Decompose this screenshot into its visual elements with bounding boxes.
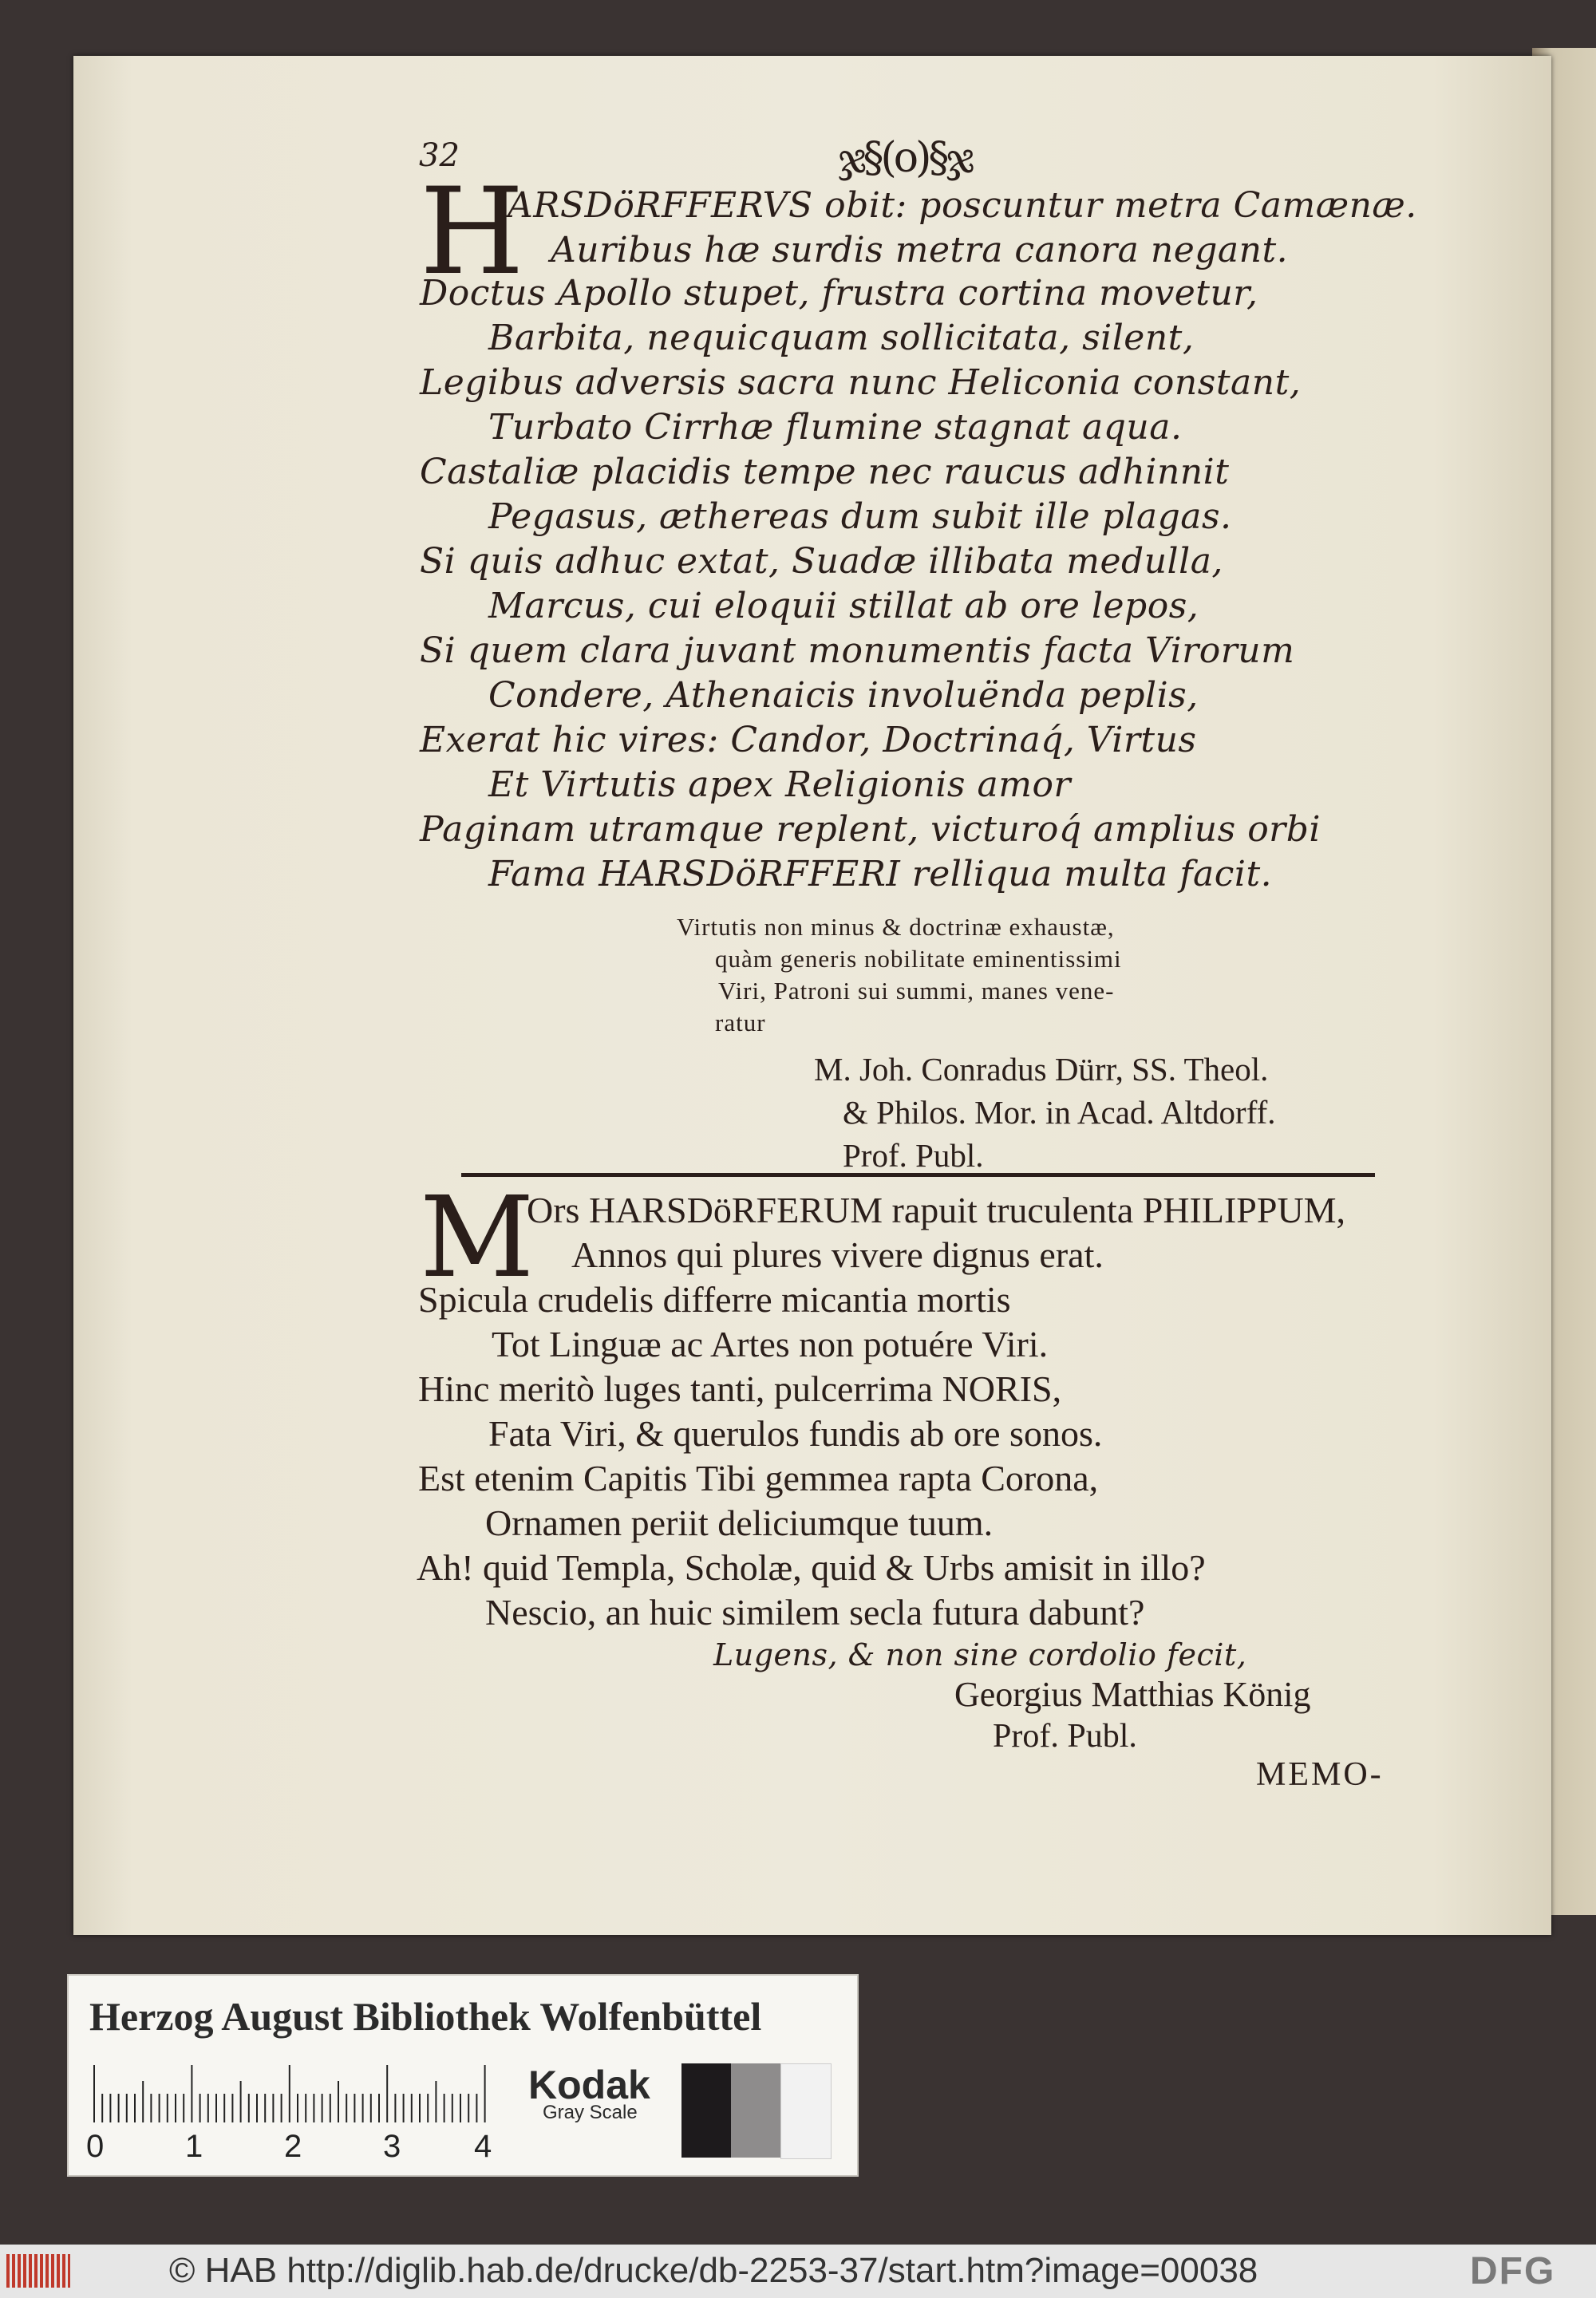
poem-line: Ornamen periit deliciumque tuum. [485,1502,994,1543]
poem-line: Marcus, cui eloquii stillat ab ore lepos, [488,586,1199,626]
poem-line: Barbita, nequicquam sollicitata, silent, [488,318,1195,358]
ruler-number: 3 [383,2129,401,2164]
poem-line: Ah! quid Templa, Scholæ, quid & Urbs amisit in illo? [417,1547,1206,1588]
poem-line: Ors HARSDöRFERUM rapuit truculenta PHILIPPUM, [527,1190,1346,1230]
kodak-color-target [67,1974,859,2177]
page-number: 32 [419,137,460,174]
poem-line: Hinc meritò luges tanti, pulcerrima NORIS, [418,1368,1062,1409]
poem-line: Auribus hæ surdis metra canora negant. [551,230,1289,270]
signature-konig: Georgius Matthias König [954,1675,1311,1714]
poem-line: Fata Viri, & querulos fundis ab ore sonos. [488,1413,1103,1454]
poem-line: Est etenim Capitis Tibi gemmea rapta Corona, [418,1458,1099,1498]
dedication-line: ratur [715,1009,766,1036]
separator-rule [461,1173,1375,1177]
kodak-logo-text: Kodak [528,2063,650,2107]
catchword: MEMO- [1256,1756,1384,1793]
poem-line: Turbato Cirrhæ flumine stagnat aqua. [488,407,1183,448]
signature-line: & Philos. Mor. in Acad. Altdorff. [843,1094,1276,1131]
ruler-number: 0 [86,2129,105,2164]
poem-line: Legibus adversis sacra nunc Heliconia constant, [420,362,1302,403]
poem-line: Si quem clara juvant monumentis facta Virorum [420,630,1295,671]
poem-line: Si quis adhuc extat, Suadæ illibata medulla, [420,541,1223,582]
gray-patch-white [780,2063,832,2159]
poem-line: Annos qui plures vivere dignus erat. [571,1234,1104,1275]
ruler-number: 2 [284,2129,302,2164]
gray-patch-mid [731,2063,780,2158]
head-ornament: ჯ§(o)§ჯ [838,134,971,182]
gray-scale-label: Gray Scale [543,2102,638,2123]
signature-konig-title: Prof. Publ. [993,1718,1137,1755]
poem-line: Condere, Athenaicis involuënda peplis, [488,675,1199,716]
barcode-icon [6,2254,70,2288]
dedication-line: quàm generis nobilitate eminentissimi [715,945,1122,973]
drop-cap-h: H [420,163,524,302]
dfg-logo: DFG [1470,2250,1556,2292]
poem-line: Nescio, an huic similem secla futura dabunt? [485,1592,1145,1633]
poem-line: Doctus Apollo stupet, frustra cortina movetur, [420,273,1258,314]
poem-line: Tot Linguæ ac Artes non potuére Viri. [492,1324,1049,1364]
poem-line: Castaliæ placidis tempe nec raucus adhinnit [420,452,1230,492]
gray-patch-black [681,2063,731,2158]
signature-line: M. Joh. Conradus Dürr, SS. Theol. [814,1051,1269,1088]
poem-line: Et Virtutis apex Religionis amor [488,764,1071,805]
drop-cap-m: M [420,1173,535,1303]
subscription-line: Lugens, & non sine cordolio fecit, [713,1637,1247,1672]
dedication-line: Viri, Patroni sui summi, manes vene- [718,977,1115,1005]
footer-bar [0,2245,1596,2298]
signature-line: Prof. Publ. [843,1137,984,1174]
footer-copyright-link[interactable]: © HAB http://diglib.hab.de/drucke/db-2253-37/start.htm?image=00038 [169,2251,1258,2290]
ruler-scale [93,2065,492,2122]
dedication-line: Virtutis non minus & doctrinæ exhaustæ, [677,913,1115,941]
ruler-number: 1 [185,2129,203,2164]
poem-line: ARSDöRFFERVS obit: poscuntur metra Camænæ. [508,185,1417,226]
poem-line: Fama HARSDöRFFERI relliqua multa facit. [488,854,1273,894]
target-library-title: Herzog August Bibliothek Wolfenbüttel [89,1994,762,2039]
poem-line: Exerat hic vires: Candor, Doctrinaq́, Virtus [420,720,1197,760]
poem-line: Spicula crudelis differre micantia mortis [418,1279,1011,1320]
poem-line: Pegasus, æthereas dum subit ille plagas. [488,496,1232,537]
poem-line: Paginam utramque replent, victuroq́ amplius orbi [420,809,1321,850]
ruler-number: 4 [474,2129,492,2164]
